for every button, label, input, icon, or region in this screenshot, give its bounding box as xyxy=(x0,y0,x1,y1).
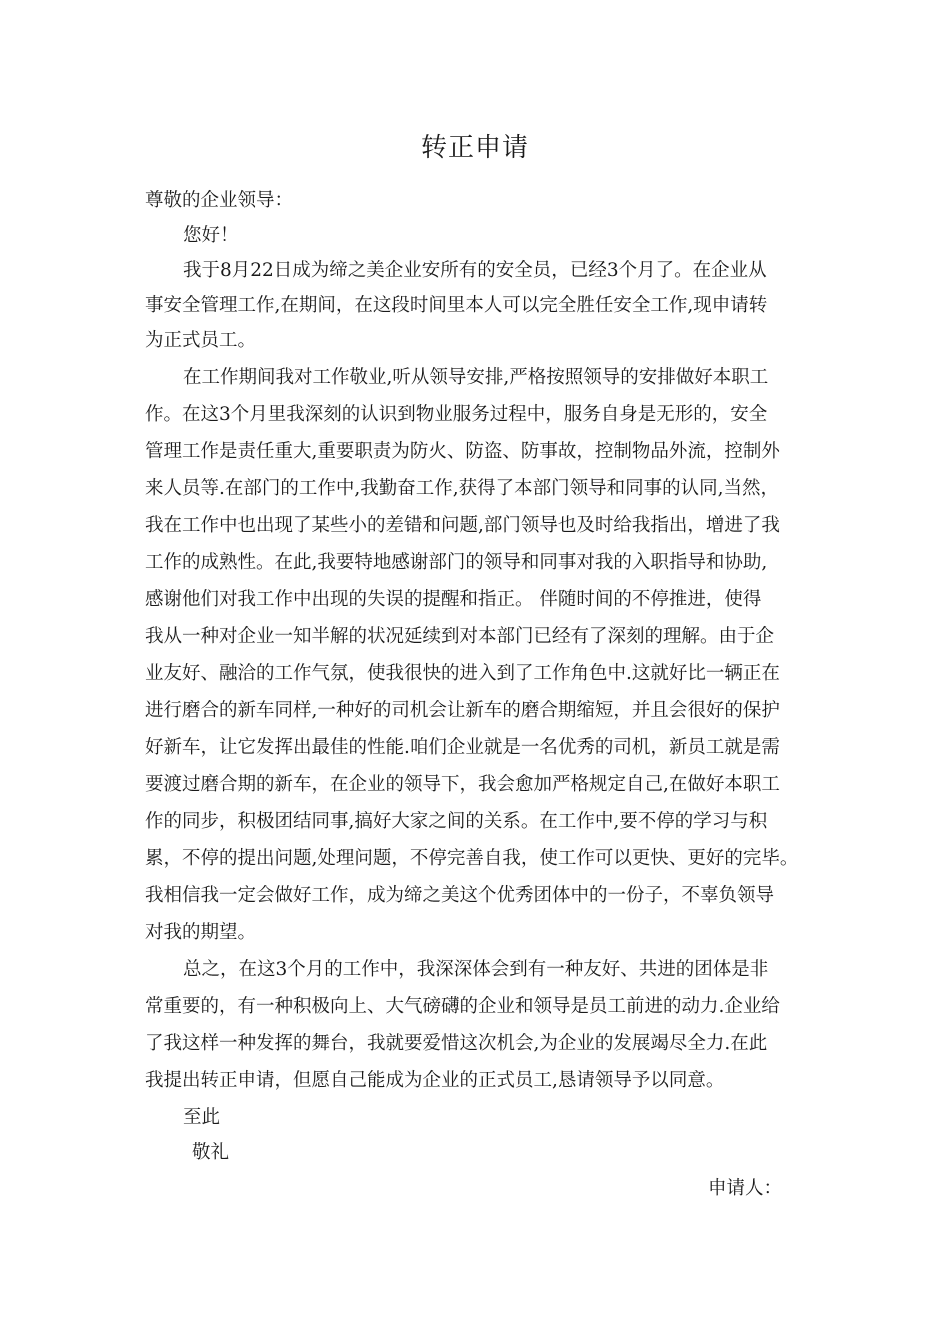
body-line: 在工作期间我对工作敬业,听从领导安排,严格按照领导的安排做好本职工 xyxy=(183,367,769,388)
body-line: 业友好、融洽的工作气氛，使我很快的进入到了工作角色中.这就好比一辆正在 xyxy=(145,663,780,684)
body-line: 我在工作中也出现了某些小的差错和问题,部门领导也及时给我指出，增进了我 xyxy=(145,515,780,536)
body-line: 对我的期望。 xyxy=(145,922,257,943)
body-line: 我从一种对企业一知半解的状况延续到对本部门已经有了深刻的理解。由于企 xyxy=(145,626,775,647)
body-line: 总之，在这3个月的工作中，我深深体会到有一种友好、共进的团体是非 xyxy=(183,959,769,980)
body-line: 来人员等.在部门的工作中,我勤奋工作,获得了本部门领导和同事的认同,当然， xyxy=(145,478,780,499)
closing-line: 敬礼 xyxy=(192,1142,230,1163)
document-title: 转正申请 xyxy=(420,133,529,163)
body-line: 好新车，让它发挥出最佳的性能.咱们企业就是一名优秀的司机，新员工就是需 xyxy=(145,737,780,758)
body-line: 进行磨合的新车同样,一种好的司机会让新车的磨合期缩短，并且会很好的保护 xyxy=(145,700,780,721)
closing-line: 至此 xyxy=(183,1107,221,1128)
body-line: 了我这样一种发挥的舞台，我就要爱惜这次机会,为企业的发展竭尽全力.在此 xyxy=(145,1033,768,1054)
body-line: 管理工作是责任重大,重要职责为防火、防盗、防事故，控制物品外流，控制外 xyxy=(145,441,780,462)
body-line: 累，不停的提出问题,处理问题，不停完善自我，使工作可以更快、更好的完毕。 xyxy=(145,848,799,869)
salutation: 尊敬的企业领导： xyxy=(145,190,294,211)
body-line: 作。在这3个月里我深刻的认识到物业服务过程中，服务自身是无形的，安全 xyxy=(145,404,768,425)
body-line: 事安全管理工作,在期间，在这段时间里本人可以完全胜任安全工作,现申请转 xyxy=(145,295,768,316)
body-line: 要渡过磨合期的新车，在企业的领导下，我会愈加严格规定自己,在做好本职工 xyxy=(145,774,780,795)
body-line: 常重要的，有一种积极向上、大气磅礴的企业和领导是员工前进的动力.企业给 xyxy=(145,996,780,1017)
body-line: 我于8月22日成为缔之美企业安所有的安全员，已经3个月了。在企业从 xyxy=(183,260,767,281)
body-line: 为正式员工。 xyxy=(145,330,257,351)
greeting: 您好！ xyxy=(183,225,239,246)
body-line: 作的同步，积极团结同事,搞好大家之间的关系。在工作中,要不停的学习与积 xyxy=(145,811,768,832)
body-line: 工作的成熟性。在此,我要特地感谢部门的领导和同事对我的入职指导和协助, xyxy=(145,552,768,573)
signature-label: 申请人： xyxy=(708,1178,783,1199)
body-line: 感谢他们对我工作中出现的失误的提醒和指正。 伴随时间的不停推进，使得 xyxy=(145,589,762,610)
body-line: 我相信我一定会做好工作，成为缔之美这个优秀团体中的一份子，不辜负领导 xyxy=(145,885,775,906)
body-line: 我提出转正申请，但愿自己能成为企业的正式员工,恳请领导予以同意。 xyxy=(145,1070,725,1091)
